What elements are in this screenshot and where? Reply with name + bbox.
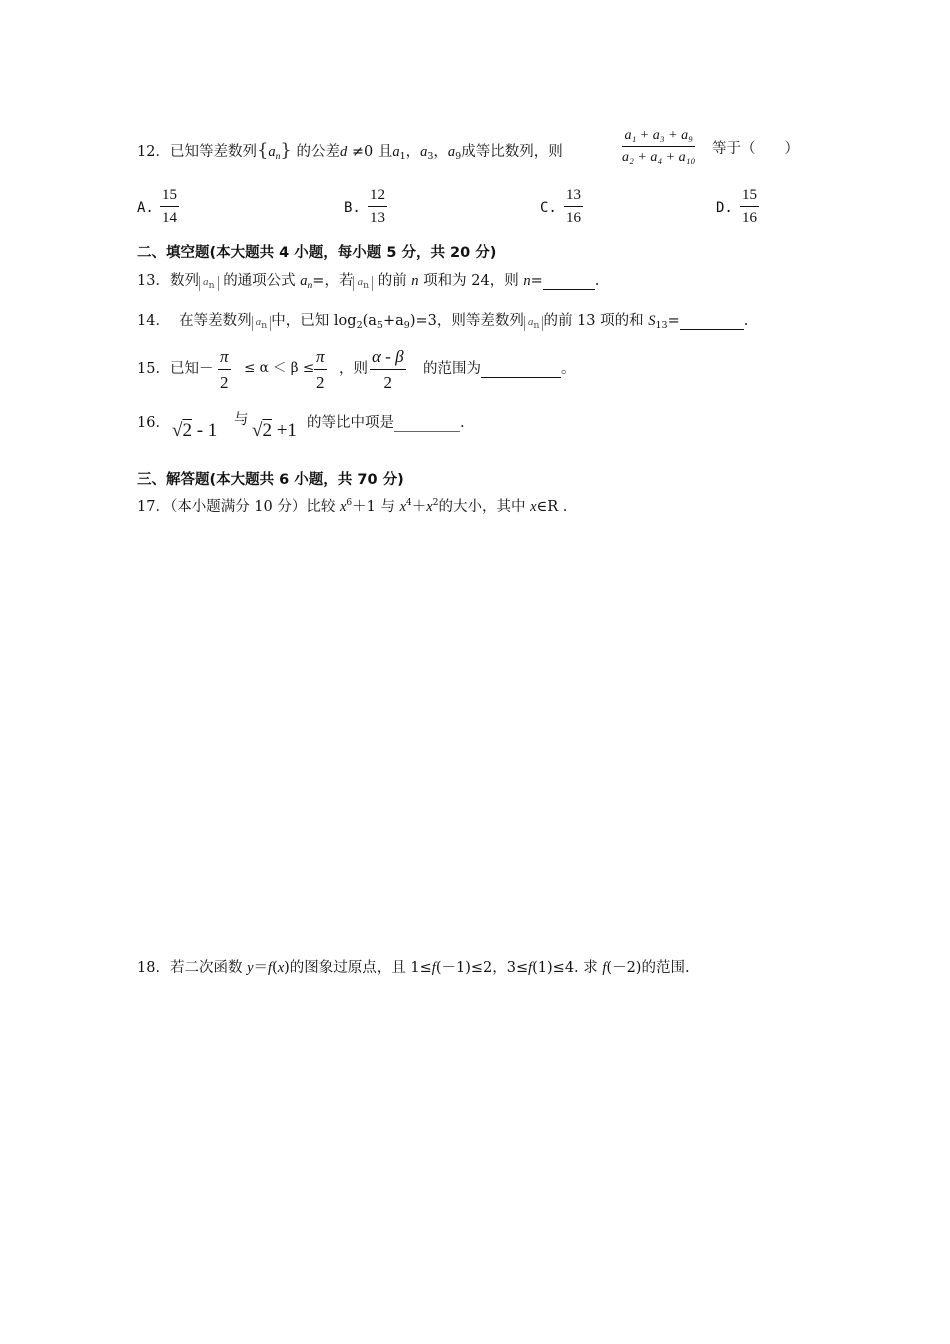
question-17: 17．（本小题满分 10 分）比较 $x^6+1$ 与 $x^4+x^2$的大小，其中 x∈R .	[137, 498, 568, 515]
option-b[interactable]: B.	[344, 200, 361, 216]
question-15: 15．已知－	[137, 361, 214, 377]
option-c[interactable]: C.	[540, 200, 557, 216]
question-12: 12．已知等差数列$\{a_n\}$ 的公差d ≠0 且$a_1$，$a_3$，$a_9$成等比数列，则	[137, 140, 563, 162]
q15-then: ，则	[339, 361, 368, 377]
q15-tail: 的范围为 。	[423, 361, 576, 377]
question-18: 18．若二次函数 y＝f(x)的图象过原点，且 1≤f(－1)≤2，3≤f(1)≤4. 求 f(－2)的范围.	[137, 960, 690, 976]
section-heading-fill-in: 二、填空题(本大题共 4 小题，每小题 5 分，共 20 分)	[137, 245, 497, 261]
question-number: 12．	[137, 144, 170, 160]
option-d[interactable]: D.	[716, 200, 733, 216]
q16-tail: 的等比中项是 .	[307, 415, 465, 431]
answer-blank[interactable]	[680, 314, 744, 330]
q16-root-expression-2: √2 +1	[252, 420, 297, 441]
option-a[interactable]: A.	[137, 200, 154, 216]
q15-pi-fraction-right: $\frac{\pi}{2}$	[316, 347, 325, 392]
answer-blank[interactable]	[394, 416, 460, 432]
q16-with: 与	[234, 412, 249, 428]
option-c-fraction: $\frac{13}{16}$	[566, 187, 581, 226]
option-a-fraction: $\frac{15}{14}$	[162, 187, 177, 226]
q15-pi-fraction-left: $\frac{\pi}{2}$	[220, 347, 229, 392]
q12-tail: 等于（ ）	[712, 141, 799, 157]
q16-root-expression-1: √2 - 1	[172, 420, 218, 441]
section-heading-solutions: 三、解答题(本大题共 6 小题，共 70 分)	[137, 472, 404, 488]
answer-blank[interactable]	[543, 274, 595, 290]
option-d-fraction: $\frac{15}{16}$	[742, 187, 757, 226]
option-b-fraction: $\frac{12}{13}$	[370, 187, 385, 226]
q15-middle: ≤ α ＜ β ≤	[244, 360, 315, 376]
q15-alpha-beta-fraction: $\frac{\alpha - \beta}{2}$	[372, 347, 404, 392]
question-14: 14． 在等差数列 an 中，已知 $\log_2(a_5+a_9)=3$，则等差数列 an 的前 13 项的和 $S_{13}=$ .	[137, 313, 749, 331]
question-16: 16．	[137, 415, 170, 431]
q12-fraction: $\frac{\text{a₁ + a₃ + a₉}}{\text{a₂ + a₄ + a₁₀}}$	[622, 128, 696, 165]
answer-blank[interactable]	[481, 362, 561, 378]
question-13: 13．数列 an 的通项公式 $a_n=$，若 an 的前 n 项和为 24，则 n= .	[137, 273, 600, 291]
